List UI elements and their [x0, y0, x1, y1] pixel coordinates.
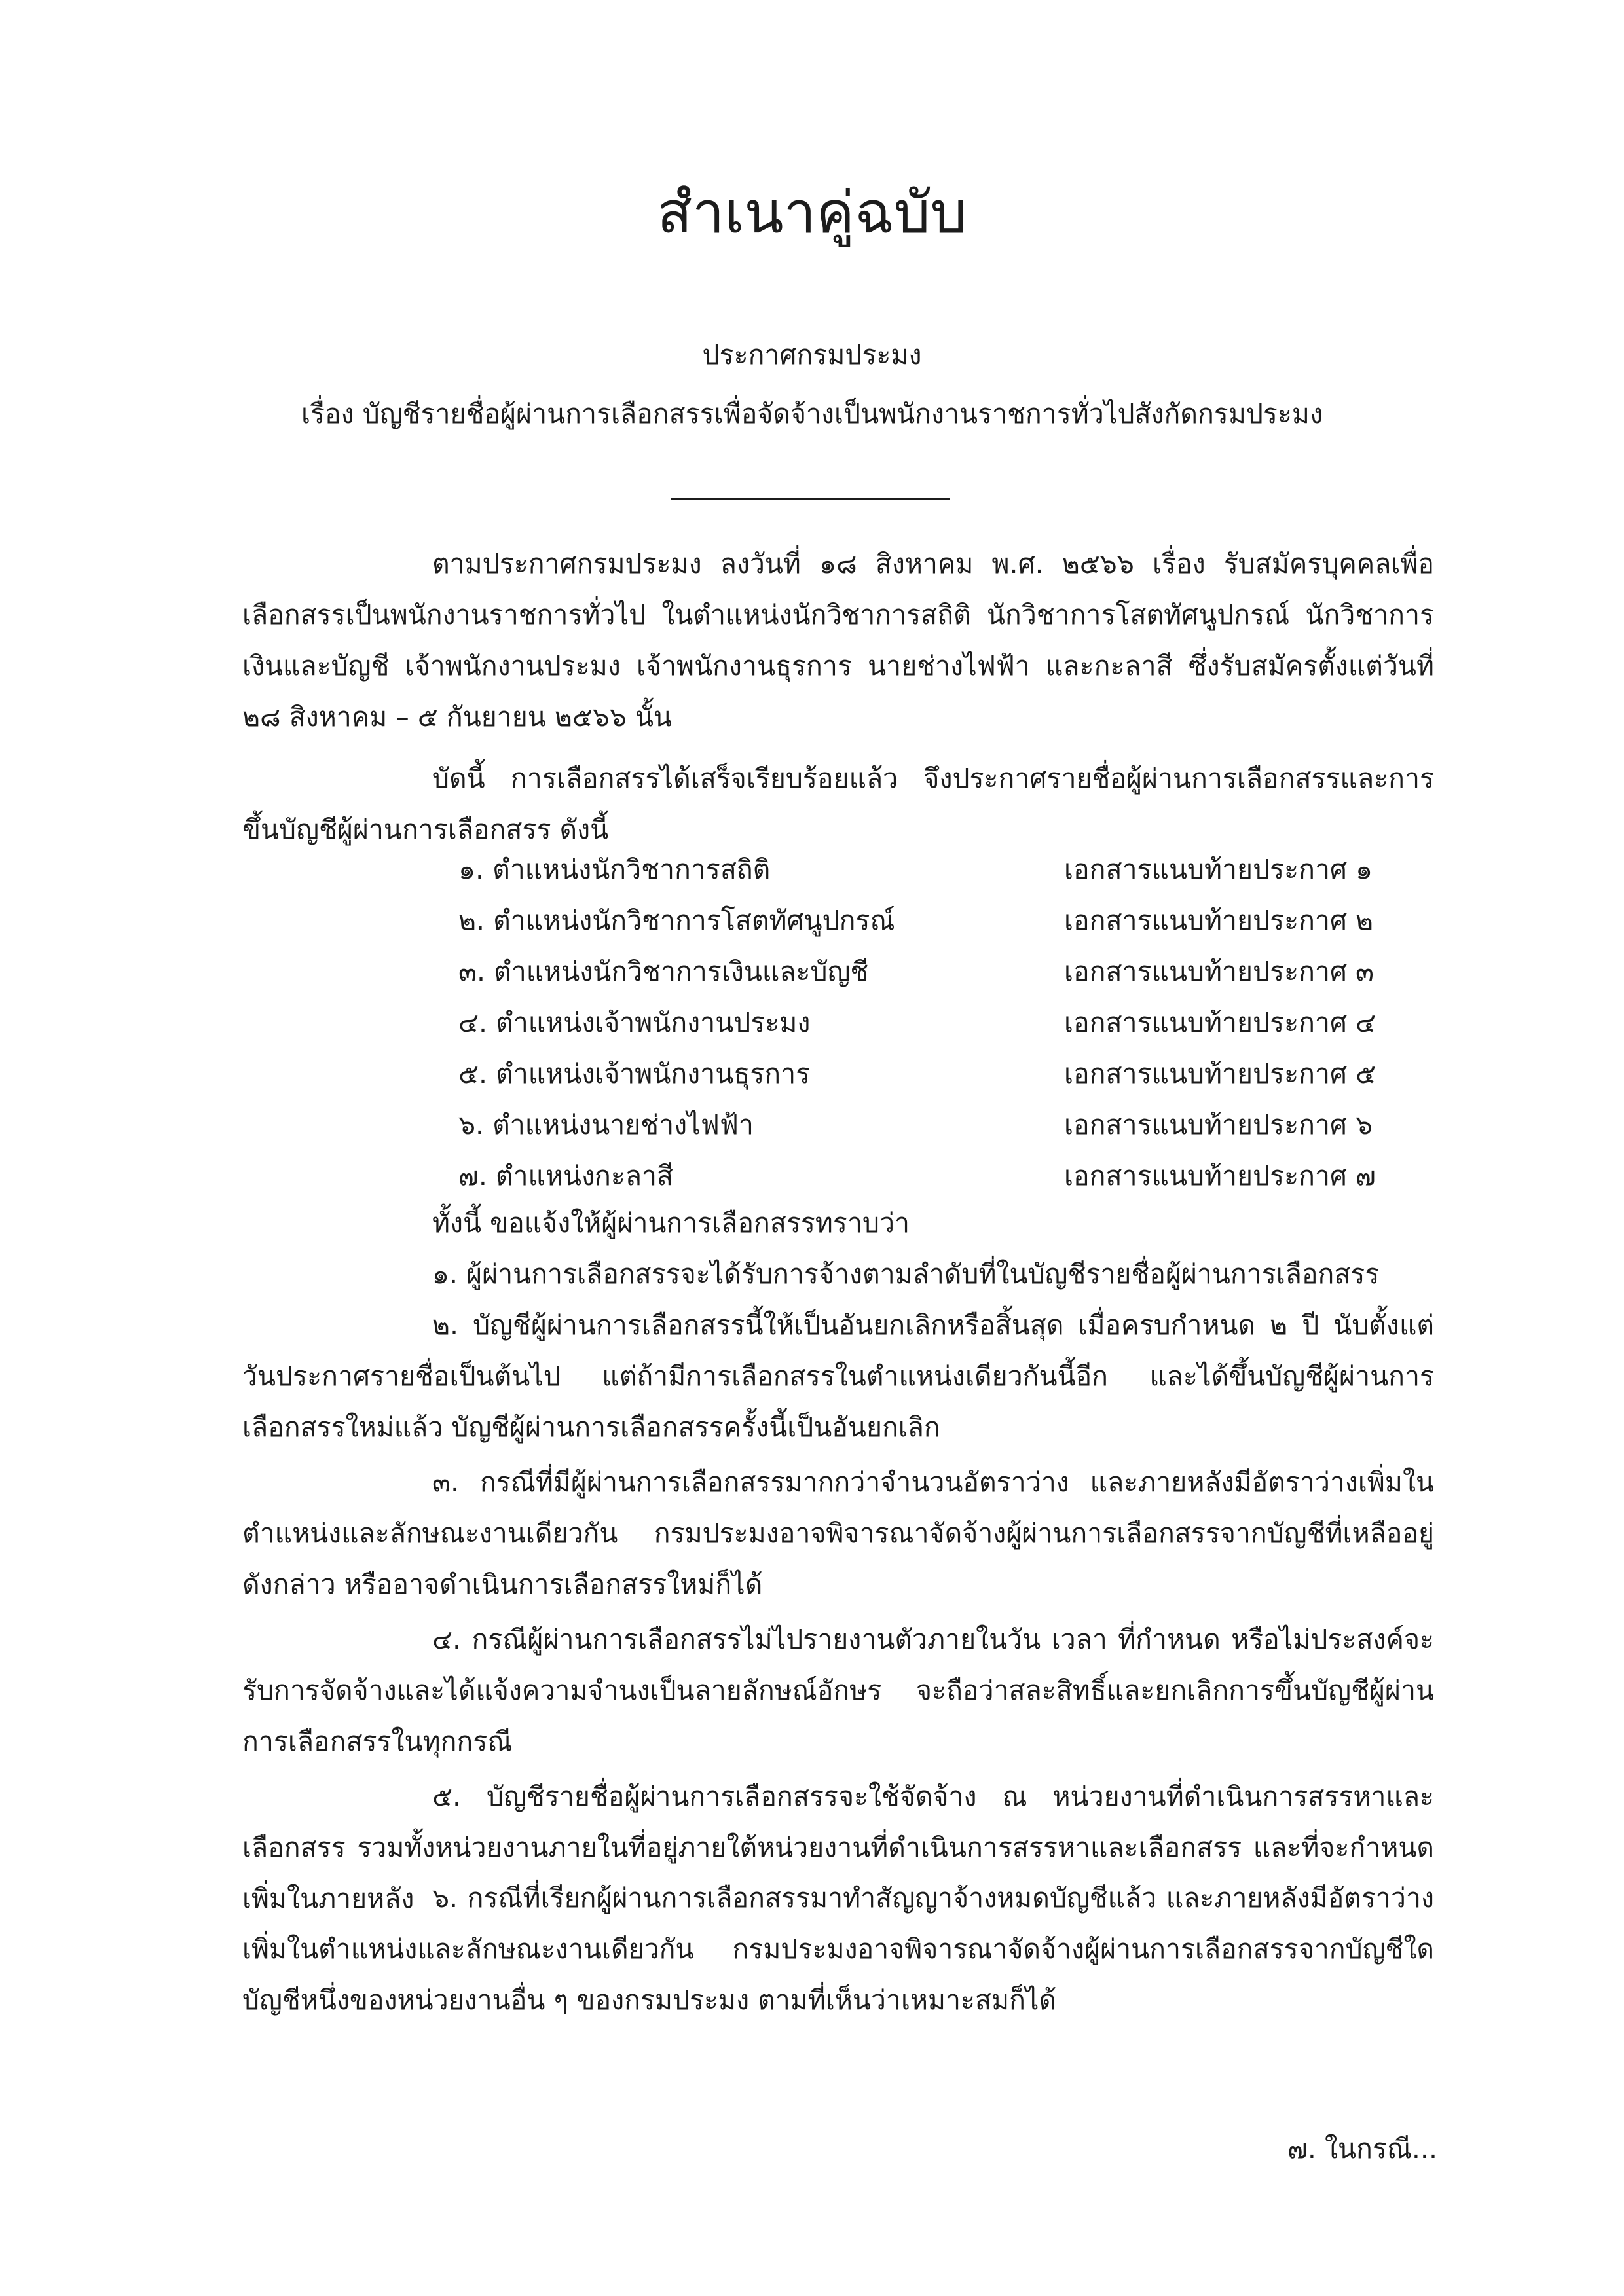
position-name: ๔. ตำแหน่งเจ้าพนักงานประมง: [458, 1007, 811, 1038]
position-row: [0, 895, 1624, 946]
notice-intro: ทั้งนี้ ขอแจ้งให้ผู้ผ่านการเลือกสรรทราบว่า: [432, 1207, 910, 1239]
position-attachment: เอกสารแนบท้ายประกาศ ๗: [1064, 1160, 1376, 1192]
condition-2: ๒. บัญชีผู้ผ่านการเลือกสรรนี้ให้เป็นอันยกเลิกหรือสิ้นสุด เมื่อครบกำหนด ๒ ปี นับตั้งแต่วันประกาศรายชื่อเป็นต้นไป แต่ถ้ามีการเลือกสรรในตำแหน่งเดียวกันนี้อีก และได้ขึ้นบัญชีผู้ผ่านการเลือกสรรใหม่แล้ว บัญชีผู้ผ่านการเลือกสรรครั้งนี้เป็นอันยกเลิก: [242, 1309, 1434, 1443]
position-attachment: เอกสารแนบท้ายประกาศ ๖: [1064, 1109, 1373, 1140]
position-name: ๓. ตำแหน่งนักวิชาการเงินและบัญชี: [458, 956, 869, 987]
continued-marker: ๗. ในกรณี...: [1287, 2133, 1437, 2164]
condition-4: ๔. กรณีผู้ผ่านการเลือกสรรไม่ไปรายงานตัวภายในวัน เวลา ที่กำหนด หรือไม่ประสงค์จะรับการจัดจ้างและได้แจ้งความจำนงเป็นลายลักษณ์อักษร จะถือว่าสละสิทธิ์และยกเลิกการขึ้นบัญชีผู้ผ่านการเลือกสรรในทุกกรณี: [242, 1624, 1434, 1757]
announcement-paragraph: บัดนี้ การเลือกสรรได้เสร็จเรียบร้อยแล้ว จึงประกาศรายชื่อผู้ผ่านการเลือกสรรและการขึ้นบัญชีผู้ผ่านการเลือกสรร ดังนี้: [242, 763, 1434, 845]
condition-6: ๖. กรณีที่เรียกผู้ผ่านการเลือกสรรมาทำสัญญาจ้างหมดบัญชีแล้ว และภายหลังมีอัตราว่างเพิ่มในตำแหน่งและลักษณะงานเดียวกัน กรมประมงอาจพิจารณาจัดจ้างผู้ผ่านการเลือกสรรจากบัญชีใดบัญชีหนึ่งของหน่วยงานอื่น ๆ ของกรมประมง ตามที่เห็นว่าเหมาะสมก็ได้: [242, 1882, 1434, 2016]
position-name: ๕. ตำแหน่งเจ้าพนักงานธุรการ: [458, 1058, 811, 1089]
position-row: [0, 946, 1624, 997]
position-row: [0, 1150, 1624, 1201]
condition-1: ๑. ผู้ผ่านการเลือกสรรจะได้รับการจ้างตามลำดับที่ในบัญชีรายชื่อผู้ผ่านการเลือกสรร: [432, 1258, 1380, 1290]
condition-3: ๓. กรณีที่มีผู้ผ่านการเลือกสรรมากกว่าจำนวนอัตราว่าง และภายหลังมีอัตราว่างเพิ่มในตำแหน่งและลักษณะงานเดียวกัน กรมประมงอาจพิจารณาจัดจ้างผู้ผ่านการเลือกสรรจากบัญชีที่เหลืออยู่ดังกล่าว หรืออาจดำเนินการเลือกสรรใหม่ก็ได้: [242, 1467, 1434, 1600]
announcement-issuer: ประกาศกรมประมง: [702, 339, 922, 371]
position-row: [0, 1048, 1624, 1099]
position-name: ๗. ตำแหน่งกะลาสี: [458, 1160, 674, 1192]
position-name: ๑. ตำแหน่งนักวิชาการสถิติ: [458, 854, 771, 885]
position-name: ๖. ตำแหน่งนายช่างไฟฟ้า: [458, 1109, 754, 1140]
position-name: ๒. ตำแหน่งนักวิชาการโสตทัศนูปกรณ์: [458, 905, 895, 936]
position-attachment: เอกสารแนบท้ายประกาศ ๒: [1064, 905, 1374, 936]
position-row: [0, 844, 1624, 895]
position-attachment: เอกสารแนบท้ายประกาศ ๔: [1064, 1007, 1376, 1038]
copy-stamp-title: สำเนาคู่ฉบับ: [657, 179, 967, 246]
position-row: [0, 1099, 1624, 1150]
position-attachment: เอกสารแนบท้ายประกาศ ๓: [1064, 956, 1375, 987]
position-attachment: เอกสารแนบท้ายประกาศ ๑: [1064, 854, 1373, 885]
intro-paragraph: ตามประกาศกรมประมง ลงวันที่ ๑๘ สิงหาคม พ.ศ. ๒๕๖๖ เรื่อง รับสมัครบุคคลเพื่อเลือกสรรเป็นพนักงานราชการทั่วไป ในตำแหน่งนักวิชาการสถิติ นักวิชาการโสตทัศนูปกรณ์ นักวิชาการเงินและบัญชี เจ้าพนักงานประมง เจ้าพนักงานธุรการ นายช่างไฟฟ้า และกะลาสี ซึ่งรับสมัครตั้งแต่วันที่ ๒๘ สิงหาคม – ๕ กันยายน ๒๕๖๖ นั้น: [242, 548, 1434, 733]
position-attachment: เอกสารแนบท้ายประกาศ ๕: [1064, 1058, 1376, 1089]
position-row: [0, 997, 1624, 1048]
heading-divider: [671, 498, 950, 500]
condition-5: ๕. บัญชีรายชื่อผู้ผ่านการเลือกสรรจะใช้จัดจ้าง ณ หน่วยงานที่ดำเนินการสรรหาและเลือกสรร รวมทั้งหน่วยงานภายในที่อยู่ภายใต้หน่วยงานที่ดำเนินการสรรหาและเลือกสรร และที่จะกำหนดเพิ่มในภายหลัง: [242, 1781, 1434, 1914]
announcement-subject: เรื่อง บัญชีรายชื่อผู้ผ่านการเลือกสรรเพื่อจัดจ้างเป็นพนักงานราชการทั่วไปสังกัดกรมประมง: [301, 398, 1323, 429]
